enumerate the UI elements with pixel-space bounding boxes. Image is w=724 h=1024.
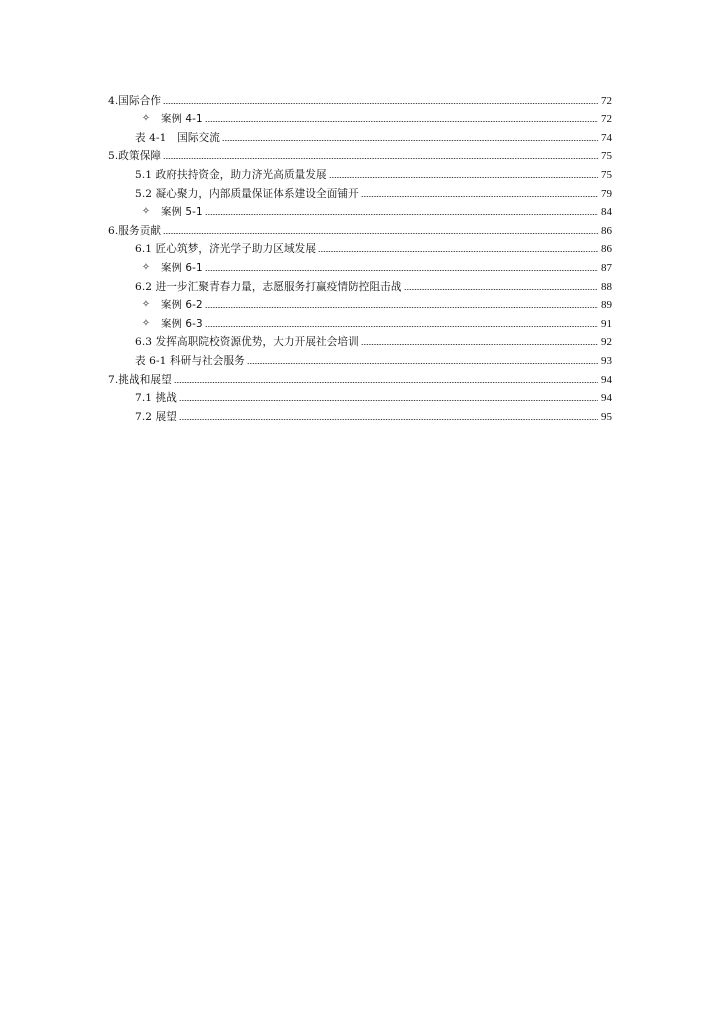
toc-entry-label: 6.2 进一步汇聚青春力量，志愿服务打赢疫情防控阻击战: [135, 280, 402, 293]
toc-dot-leader: [404, 289, 598, 290]
toc-dot-leader: [179, 400, 598, 401]
toc-entry-5-1[interactable]: [108, 162, 612, 181]
toc-page-number: 95: [601, 410, 612, 423]
toc-dot-leader: [179, 419, 598, 420]
toc-page-number: 86: [601, 243, 612, 256]
toc-page-number: 86: [601, 224, 612, 237]
toc-entry-7-2[interactable]: [108, 404, 612, 423]
toc-entry-6-1[interactable]: [108, 237, 612, 256]
toc-entry-label: 6.1 匠心筑梦，济光学子助力区域发展: [135, 243, 317, 256]
toc-dot-leader: [205, 270, 598, 271]
toc-entry-label: 5.2 凝心聚力，内部质量保证体系建设全面铺开: [135, 187, 359, 200]
toc-dot-leader: [174, 382, 598, 383]
toc-entry-label: 案例 6-3: [161, 317, 203, 330]
toc-entry-label: 案例 5-1: [161, 206, 203, 219]
toc-entry-label: 7.挑战和展望: [108, 373, 172, 386]
toc-dot-leader: [205, 326, 598, 327]
toc-page-number: 93: [601, 354, 612, 367]
toc-entry-label: 表 4-1 国际交流: [135, 131, 220, 144]
table-of-contents: [108, 88, 612, 423]
toc-entry-table-6-1[interactable]: [108, 348, 612, 367]
toc-dot-leader: [205, 307, 598, 308]
toc-entry-label: 5.政策保障: [108, 150, 162, 163]
toc-page-number: 94: [601, 373, 612, 386]
toc-entry-6-3[interactable]: [108, 330, 612, 349]
toc-page-number: 84: [601, 206, 612, 219]
toc-dot-leader: [163, 233, 598, 234]
toc-dot-leader: [329, 177, 598, 178]
toc-page-number: 91: [601, 317, 612, 330]
toc-page-number: 72: [601, 94, 612, 107]
toc-entry-label: 7.2 展望: [135, 410, 178, 423]
toc-page-number: 88: [601, 280, 612, 293]
diamond-star-icon: ✧: [141, 113, 151, 125]
toc-page-number: 87: [601, 261, 612, 274]
toc-entry-5[interactable]: [108, 144, 612, 163]
toc-entry-case-6-1[interactable]: [108, 255, 612, 274]
diamond-star-icon: ✧: [141, 261, 151, 273]
toc-entry-label: 5.1 政府扶持资金，助力济光高质量发展: [135, 168, 327, 181]
toc-entry-7[interactable]: [108, 367, 612, 386]
toc-page-number: 79: [601, 187, 612, 200]
toc-dot-leader: [205, 214, 598, 215]
toc-entry-label: 4.国际合作: [108, 94, 162, 107]
toc-entry-7-1[interactable]: [108, 386, 612, 405]
toc-dot-leader: [247, 363, 598, 364]
toc-dot-leader: [318, 251, 598, 252]
toc-dot-leader: [361, 196, 598, 197]
diamond-star-icon: ✧: [141, 317, 151, 329]
toc-page-number: 94: [601, 392, 612, 405]
toc-entry-5-2[interactable]: [108, 181, 612, 200]
toc-page-number: 92: [601, 336, 612, 349]
toc-page-number: 75: [601, 168, 612, 181]
toc-entry-label: 7.1 挑战: [135, 392, 178, 405]
toc-entry-label: 案例 6-1: [161, 261, 203, 274]
toc-entry-label: 6.3 发挥高职院校资源优势，大力开展社会培训: [135, 336, 359, 349]
diamond-star-icon: ✧: [141, 206, 151, 218]
toc-dot-leader: [205, 121, 598, 122]
toc-page-number: 89: [601, 299, 612, 312]
toc-page-number: 75: [601, 150, 612, 163]
diamond-star-icon: ✧: [141, 299, 151, 311]
toc-entry-label: 6.服务贡献: [108, 224, 162, 237]
toc-entry-case-4-1[interactable]: [108, 107, 612, 126]
toc-page-number: 72: [601, 113, 612, 126]
toc-entry-label: 表 6-1 科研与社会服务: [135, 354, 245, 367]
toc-entry-case-6-2[interactable]: [108, 293, 612, 312]
toc-entry-table-4-1[interactable]: [108, 125, 612, 144]
toc-dot-leader: [361, 344, 598, 345]
toc-entry-4[interactable]: [108, 88, 612, 107]
toc-entry-label: 案例 6-2: [161, 299, 203, 312]
toc-dot-leader: [163, 103, 598, 104]
toc-dot-leader: [222, 140, 598, 141]
toc-entry-case-6-3[interactable]: [108, 311, 612, 330]
toc-page-number: 74: [601, 131, 612, 144]
toc-entry-6-2[interactable]: [108, 274, 612, 293]
toc-dot-leader: [163, 158, 598, 159]
toc-entry-6[interactable]: [108, 218, 612, 237]
toc-entry-label: 案例 4-1: [161, 113, 203, 126]
toc-entry-case-5-1[interactable]: [108, 200, 612, 219]
